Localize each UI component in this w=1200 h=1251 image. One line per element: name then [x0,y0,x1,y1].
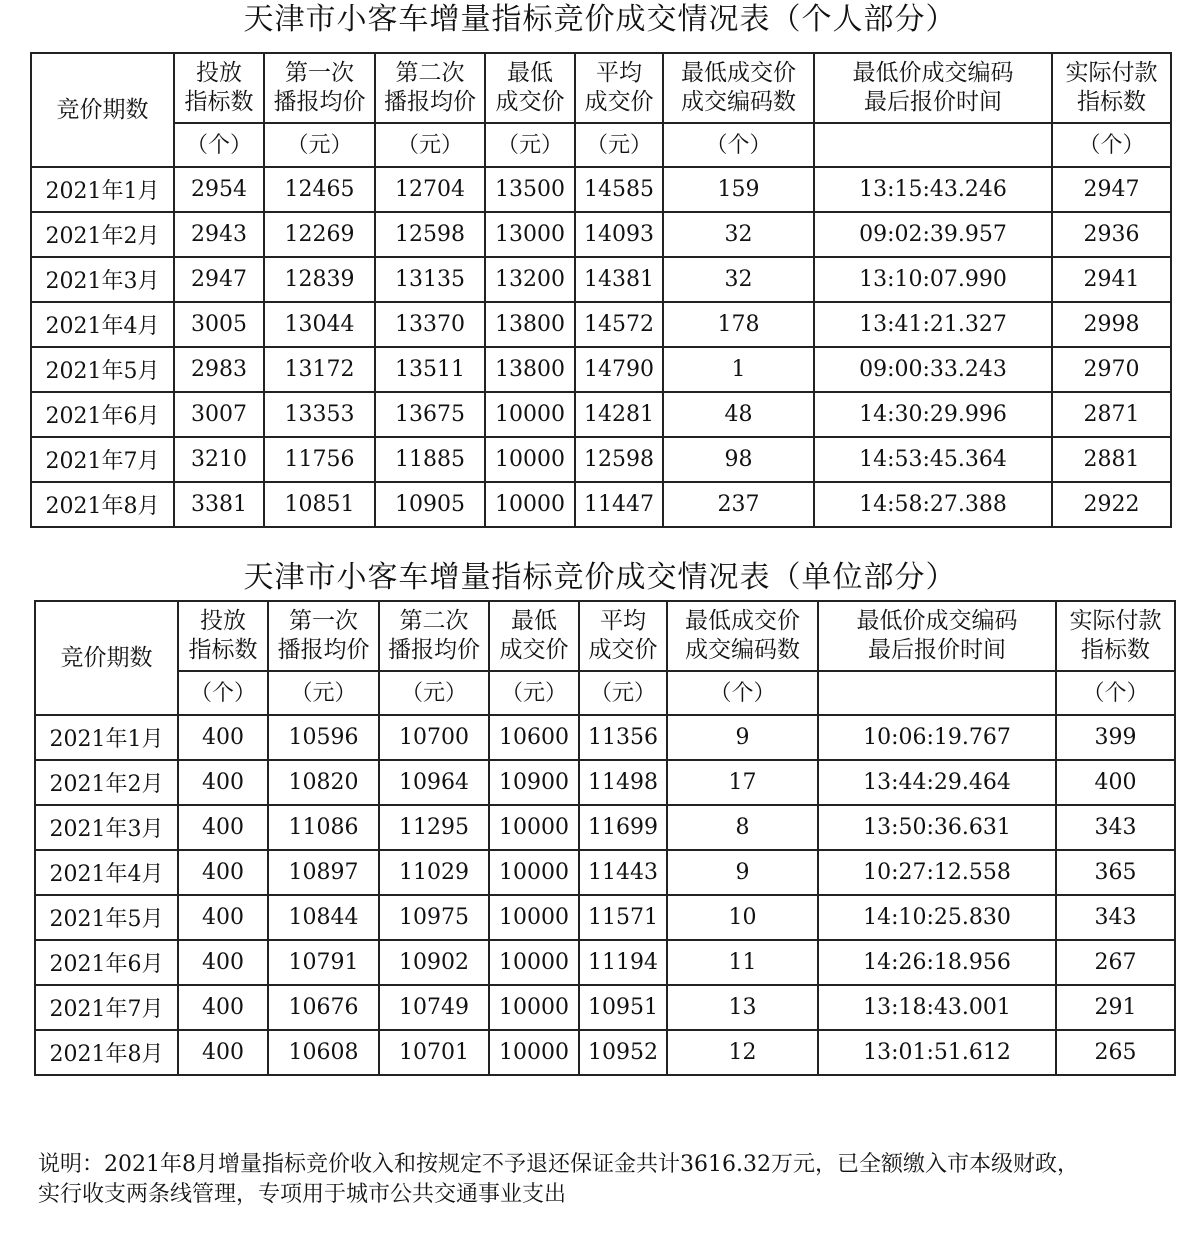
cell-paid: 291 [1056,985,1175,1030]
unit-last-time [818,671,1056,715]
cell-first-avg: 10676 [268,985,379,1030]
cell-min-count: 159 [663,167,814,212]
header-first-avg: 第一次 播报均价 [264,53,375,123]
cell-second-avg: 13135 [375,257,485,302]
cell-second-avg: 12598 [375,212,485,257]
cell-period: 2021年3月 [31,257,174,302]
cell-first-avg: 11086 [268,805,379,850]
cell-second-avg: 10701 [379,1030,489,1075]
cell-min-price: 13000 [485,212,575,257]
cell-last-time: 13:01:51.612 [818,1030,1056,1075]
cell-first-avg: 12269 [264,212,375,257]
cell-period: 2021年2月 [31,212,174,257]
cell-quota: 400 [178,760,268,805]
cell-min-price: 10000 [485,392,575,437]
unit-paid: （个） [1056,671,1175,715]
cell-quota: 3210 [174,437,264,482]
cell-period: 2021年1月 [31,167,174,212]
cell-second-avg: 11885 [375,437,485,482]
cell-period: 2021年3月 [35,805,178,850]
header-second-avg: 第二次 播报均价 [375,53,485,123]
cell-paid: 399 [1056,715,1175,760]
cell-last-time: 13:15:43.246 [814,167,1052,212]
personal-auction-table [30,52,1172,528]
cell-min-price: 10900 [489,760,579,805]
cell-avg-price: 11498 [579,760,667,805]
cell-quota: 400 [178,805,268,850]
table-row [31,392,1171,437]
cell-first-avg: 13353 [264,392,375,437]
cell-first-avg: 13172 [264,347,375,392]
cell-min-count: 98 [663,437,814,482]
cell-quota: 3005 [174,302,264,347]
cell-paid: 2922 [1052,482,1171,527]
unit-min-price: （元） [489,671,579,715]
cell-avg-price: 12598 [575,437,663,482]
header-min-count: 最低成交价 成交编码数 [667,601,818,671]
cell-min-count: 9 [667,715,818,760]
cell-quota: 400 [178,715,268,760]
cell-min-price: 10000 [489,1030,579,1075]
cell-quota: 400 [178,895,268,940]
cell-second-avg: 10749 [379,985,489,1030]
cell-avg-price: 11443 [579,850,667,895]
cell-min-count: 9 [667,850,818,895]
cell-quota: 400 [178,850,268,895]
header-paid: 实际付款 指标数 [1052,53,1171,123]
cell-period: 2021年5月 [35,895,178,940]
cell-last-time: 14:53:45.364 [814,437,1052,482]
unit-second-avg: （元） [379,671,489,715]
cell-last-time: 09:00:33.243 [814,347,1052,392]
cell-first-avg: 10820 [268,760,379,805]
cell-last-time: 13:44:29.464 [818,760,1056,805]
cell-avg-price: 14281 [575,392,663,437]
cell-last-time: 13:18:43.001 [818,985,1056,1030]
cell-second-avg: 10964 [379,760,489,805]
table-row [35,940,1175,985]
cell-second-avg: 10700 [379,715,489,760]
cell-min-price: 13800 [485,347,575,392]
cell-first-avg: 10608 [268,1030,379,1075]
cell-first-avg: 10844 [268,895,379,940]
cell-min-count: 32 [663,257,814,302]
cell-first-avg: 11756 [264,437,375,482]
cell-min-price: 10000 [489,940,579,985]
header-quota: 投放 指标数 [178,601,268,671]
cell-min-price: 10000 [489,985,579,1030]
cell-last-time: 14:58:27.388 [814,482,1052,527]
unit-first-avg: （元） [264,123,375,167]
cell-avg-price: 11447 [575,482,663,527]
cell-period: 2021年8月 [35,1030,178,1075]
cell-paid: 343 [1056,895,1175,940]
table-row [31,302,1171,347]
cell-first-avg: 12465 [264,167,375,212]
cell-min-price: 10000 [485,482,575,527]
cell-min-count: 32 [663,212,814,257]
unit-quota: （个） [174,123,264,167]
header-quota: 投放 指标数 [174,53,264,123]
header-period: 竞价期数 [31,53,174,167]
table-row [31,257,1171,302]
unit-avg-price: （元） [575,123,663,167]
cell-min-count: 17 [667,760,818,805]
header-period: 竞价期数 [35,601,178,715]
cell-last-time: 14:10:25.830 [818,895,1056,940]
cell-quota: 3381 [174,482,264,527]
cell-period: 2021年7月 [31,437,174,482]
cell-paid: 343 [1056,805,1175,850]
cell-min-price: 13800 [485,302,575,347]
cell-period: 2021年4月 [35,850,178,895]
cell-last-time: 14:30:29.996 [814,392,1052,437]
cell-paid: 267 [1056,940,1175,985]
cell-min-count: 13 [667,985,818,1030]
cell-paid: 2941 [1052,257,1171,302]
cell-avg-price: 14381 [575,257,663,302]
header-last-time: 最低价成交编码 最后报价时间 [818,601,1056,671]
cell-avg-price: 11194 [579,940,667,985]
cell-last-time: 13:10:07.990 [814,257,1052,302]
table-row [35,1030,1175,1075]
unit-last-time [814,123,1052,167]
cell-last-time: 13:50:36.631 [818,805,1056,850]
table-row [35,985,1175,1030]
cell-period: 2021年6月 [35,940,178,985]
cell-min-price: 10600 [489,715,579,760]
cell-quota: 2943 [174,212,264,257]
table-row [35,715,1175,760]
header-paid: 实际付款 指标数 [1056,601,1175,671]
cell-last-time: 09:02:39.957 [814,212,1052,257]
table-row [31,482,1171,527]
personal-table-body [31,167,1171,527]
cell-avg-price: 14572 [575,302,663,347]
unit-table-title: 天津市小客车增量指标竞价成交情况表（单位部分） [243,560,957,595]
cell-min-count: 237 [663,482,814,527]
cell-paid: 2881 [1052,437,1171,482]
cell-quota: 400 [178,1030,268,1075]
cell-quota: 2954 [174,167,264,212]
cell-min-price: 10000 [489,850,579,895]
cell-avg-price: 10952 [579,1030,667,1075]
cell-paid: 2936 [1052,212,1171,257]
cell-min-count: 11 [667,940,818,985]
table-row [31,212,1171,257]
cell-min-price: 13200 [485,257,575,302]
header-min-price: 最低 成交价 [485,53,575,123]
cell-paid: 2871 [1052,392,1171,437]
cell-first-avg: 10596 [268,715,379,760]
cell-first-avg: 10897 [268,850,379,895]
note-line-2: 实行收支两条线管理，专项用于城市公共交通事业支出 [38,1182,567,1207]
cell-second-avg: 13511 [375,347,485,392]
cell-paid: 2970 [1052,347,1171,392]
unit-auction-table [34,600,1176,1076]
header-min-count: 最低成交价 成交编码数 [663,53,814,123]
cell-second-avg: 13675 [375,392,485,437]
cell-avg-price: 14093 [575,212,663,257]
unit-table-body [35,715,1175,1075]
cell-quota: 3007 [174,392,264,437]
header-second-avg: 第二次 播报均价 [379,601,489,671]
cell-period: 2021年6月 [31,392,174,437]
cell-min-count: 178 [663,302,814,347]
cell-period: 2021年1月 [35,715,178,760]
cell-first-avg: 10791 [268,940,379,985]
cell-period: 2021年2月 [35,760,178,805]
table-row [35,850,1175,895]
cell-min-count: 10 [667,895,818,940]
note-line-1: 说明：2021年8月增量指标竞价收入和按规定不予退还保证金共计3616.32万元，已全额缴入市本级财政， [38,1152,1079,1177]
table-row [35,805,1175,850]
cell-second-avg: 10975 [379,895,489,940]
cell-quota: 2983 [174,347,264,392]
cell-first-avg: 13044 [264,302,375,347]
cell-min-price: 13500 [485,167,575,212]
cell-period: 2021年7月 [35,985,178,1030]
unit-avg-price: （元） [579,671,667,715]
table-row [35,895,1175,940]
unit-first-avg: （元） [268,671,379,715]
unit-min-count: （个） [667,671,818,715]
cell-second-avg: 13370 [375,302,485,347]
cell-period: 2021年8月 [31,482,174,527]
cell-second-avg: 12704 [375,167,485,212]
cell-min-count: 1 [663,347,814,392]
cell-min-count: 8 [667,805,818,850]
cell-second-avg: 11029 [379,850,489,895]
cell-last-time: 10:27:12.558 [818,850,1056,895]
cell-avg-price: 11356 [579,715,667,760]
cell-avg-price: 11571 [579,895,667,940]
table-row [35,760,1175,805]
cell-second-avg: 10905 [375,482,485,527]
cell-first-avg: 10851 [264,482,375,527]
cell-avg-price: 10951 [579,985,667,1030]
cell-avg-price: 14790 [575,347,663,392]
cell-paid: 2998 [1052,302,1171,347]
cell-last-time: 13:41:21.327 [814,302,1052,347]
header-last-time: 最低价成交编码 最后报价时间 [814,53,1052,123]
personal-table-title: 天津市小客车增量指标竞价成交情况表（个人部分） [243,2,957,37]
header-avg-price: 平均 成交价 [575,53,663,123]
table-row [31,347,1171,392]
cell-min-price: 10000 [489,895,579,940]
unit-min-count: （个） [663,123,814,167]
cell-second-avg: 10902 [379,940,489,985]
cell-avg-price: 14585 [575,167,663,212]
cell-period: 2021年5月 [31,347,174,392]
unit-min-price: （元） [485,123,575,167]
explanatory-note [38,1150,1168,1210]
cell-paid: 400 [1056,760,1175,805]
cell-period: 2021年4月 [31,302,174,347]
cell-quota: 400 [178,940,268,985]
cell-first-avg: 12839 [264,257,375,302]
cell-avg-price: 11699 [579,805,667,850]
table-row [31,437,1171,482]
cell-second-avg: 11295 [379,805,489,850]
cell-min-price: 10000 [485,437,575,482]
cell-last-time: 10:06:19.767 [818,715,1056,760]
unit-quota: （个） [178,671,268,715]
unit-paid: （个） [1052,123,1171,167]
cell-quota: 2947 [174,257,264,302]
unit-second-avg: （元） [375,123,485,167]
header-avg-price: 平均 成交价 [579,601,667,671]
cell-last-time: 14:26:18.956 [818,940,1056,985]
header-first-avg: 第一次 播报均价 [268,601,379,671]
cell-paid: 2947 [1052,167,1171,212]
table-row [31,167,1171,212]
cell-paid: 365 [1056,850,1175,895]
header-min-price: 最低 成交价 [489,601,579,671]
cell-min-count: 12 [667,1030,818,1075]
cell-min-count: 48 [663,392,814,437]
cell-min-price: 10000 [489,805,579,850]
cell-quota: 400 [178,985,268,1030]
cell-paid: 265 [1056,1030,1175,1075]
